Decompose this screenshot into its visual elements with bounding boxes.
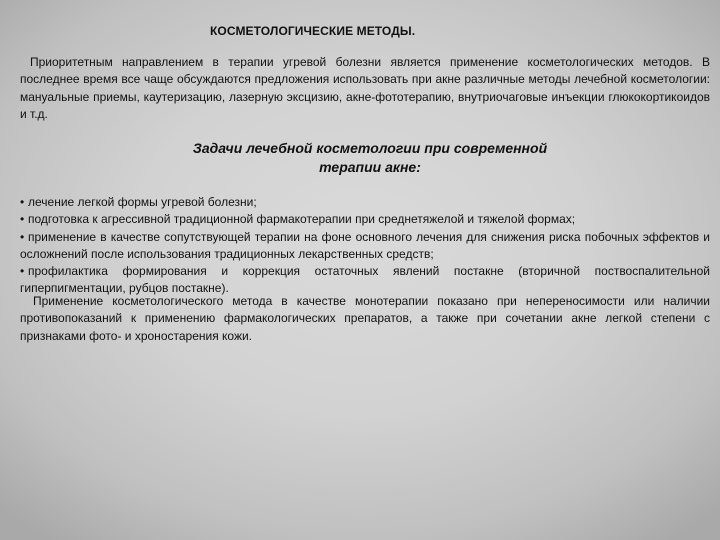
outro-paragraph: Применение косметологического метода в качестве монотерапии показано при непереносимости или наличии противопоказаний к применению фармакологических препаратов, а также при сочетании акне легкой степени с признаками фото- и хроностарения кожи. [20,294,710,343]
section-subtitle [145,139,595,177]
task-text: профилактика формирования и коррекция остаточных явлений постакне (вторичной поствоспалительной гиперпигментации, рубцов постакне). [20,264,710,296]
task-text: применение в качестве сопутствующей терапии на фоне основного лечения для снижения риска побочных эффектов и осложнений после использования традиционных лекарственных средств; [20,229,710,261]
intro-paragraph: Приоритетным направлением в терапии угревой болезни является применение косметологических методов. В последнее время все чаще обсуждаются предложения использовать при акне различные методы лечебной косметологии: мануальные приемы, каутеризацию, лазерную эксцизию, акне-фототерапию, внутриочаговые инъекции глюкокортикоидов и т.д. [20,55,710,121]
bullet-icon: • [20,195,25,209]
bullet-icon: • [20,212,25,227]
tasks-list [20,194,710,298]
bullet-icon: • [20,264,25,279]
task-text: подготовка к агрессивной традиционной фармакотерапии при среднетяжелой и тяжелой формах; [28,212,576,227]
bullet-icon: • [20,229,25,244]
list-item [20,229,710,264]
subtitle-line-1: Задачи лечебной косметологии при современной [192,140,548,156]
task-text: лечение легкой формы угревой болезни; [28,195,257,209]
list-item [20,211,710,228]
slide-title: КОСМЕТОЛОГИЧЕСКИЕ МЕТОДЫ. [210,24,416,38]
subtitle-line-2: терапии акне: [319,159,421,175]
list-item [20,194,710,211]
